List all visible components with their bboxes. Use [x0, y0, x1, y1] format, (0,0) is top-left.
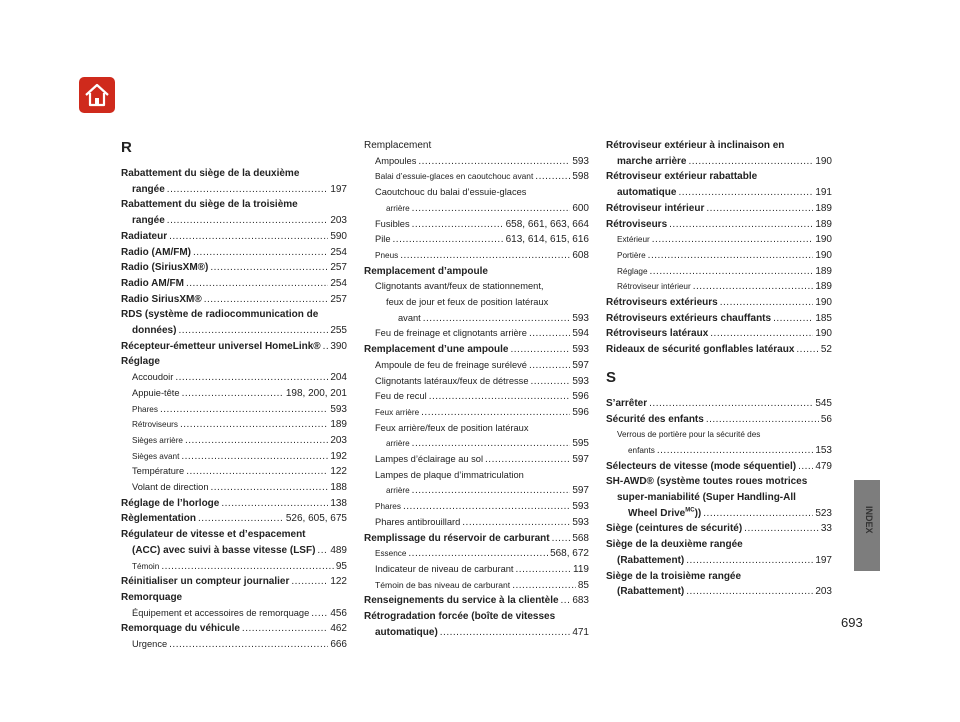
sub-entry[interactable] [364, 546, 589, 562]
index-entry[interactable] [606, 185, 832, 201]
page-ref[interactable]: 568 [572, 532, 589, 544]
entry-text: Phares antibrouillard [375, 516, 461, 527]
entry-text: Feu de freinage et clignotants arrière [375, 328, 527, 339]
page-ref[interactable]: 593 [572, 516, 589, 528]
entry-text: (Rabattement) [617, 586, 685, 598]
entry-text: Balai d’essuie-glaces en caoutchouc avant [375, 171, 534, 182]
entry-text: Radio (AM/FM) [121, 246, 191, 258]
sub-entry[interactable] [364, 311, 589, 327]
sub-entry[interactable] [121, 464, 347, 480]
entry-text: Siège (ceintures de sécurité) [606, 523, 743, 535]
sub-entry[interactable] [364, 483, 589, 499]
page-ref[interactable]: 189 [815, 281, 832, 293]
entry-line: Régulateur de vitesse et d’espacement [121, 529, 306, 541]
entry-text: Rétroviseurs [606, 218, 668, 230]
page-ref[interactable]: 203 [815, 586, 832, 598]
page-ref[interactable]: 192 [330, 450, 347, 462]
page-ref[interactable]: 198, 200, 201 [285, 387, 347, 399]
entry-text: Récepteur-émetteur universel HomeLink® [121, 340, 321, 352]
page-ref[interactable]: 590 [330, 230, 347, 242]
page-ref[interactable]: 255 [330, 325, 347, 337]
sub-entry[interactable] [364, 326, 589, 342]
page-ref[interactable]: 191 [815, 187, 832, 199]
entry-text: Fusibles [375, 218, 410, 229]
entry-text: Réinitialiser un compteur journalier [121, 576, 290, 588]
sub-entry[interactable] [364, 374, 589, 390]
index-entry[interactable] [121, 276, 347, 292]
sub-entry[interactable] [121, 402, 347, 418]
entry-text: (Rabattement) [617, 554, 685, 566]
page-ref[interactable]: 189 [815, 265, 832, 277]
page-ref[interactable]: 190 [815, 249, 832, 261]
sub-entry[interactable] [364, 232, 589, 248]
sub-entry[interactable] [364, 499, 589, 515]
index-entry[interactable] [121, 229, 347, 245]
entry-line: Clignotants avant/feux de stationnement, [375, 281, 544, 292]
entry-text: Pile [375, 234, 391, 245]
index-entry[interactable] [606, 342, 832, 358]
entry-text: Lampes d’éclairage au sol [375, 454, 484, 465]
page-ref[interactable]: 666 [330, 639, 347, 651]
entry-heading: Remplacement [364, 140, 432, 151]
sub-entry[interactable] [364, 389, 589, 405]
sub-entry[interactable] [364, 248, 589, 264]
sub-entry[interactable] [121, 606, 347, 622]
entry-line: Feux arrière/feux de position latéraux [375, 422, 529, 433]
index-column-3 [606, 138, 832, 600]
entry-line: Rétrogradation forcée (boîte de vitesses [364, 611, 556, 623]
entry-text: Sièges arrière [132, 435, 183, 445]
sub-entry[interactable] [121, 386, 347, 402]
index-entry[interactable] [606, 553, 832, 569]
entry-text: Essence [375, 549, 407, 559]
home-button[interactable] [79, 77, 115, 113]
entry-text: Réglage de l’horloge [121, 497, 220, 509]
entry-text-part: )) [694, 507, 702, 519]
page-ref[interactable]: 190 [815, 234, 832, 246]
home-icon [83, 81, 111, 109]
index-entry[interactable] [364, 531, 589, 547]
entry-text: Extérieur [617, 235, 650, 245]
index-entry[interactable] [121, 621, 347, 637]
page-ref[interactable]: 190 [815, 328, 832, 340]
entry-text: Sécurité des enfants [606, 413, 704, 425]
page-ref[interactable]: 456 [330, 607, 347, 619]
page-ref[interactable]: 56 [820, 413, 832, 425]
entry-text: Témoin [132, 561, 160, 571]
entry-text: Clignotants latéraux/feux de détresse [375, 375, 529, 386]
index-entry[interactable] [606, 584, 832, 600]
sub-entry[interactable] [606, 264, 832, 280]
page-ref[interactable]: 85 [577, 579, 589, 591]
index-entry[interactable] [606, 311, 832, 327]
entry-text: arrière [386, 486, 410, 496]
page-ref[interactable]: 593 [572, 312, 589, 324]
index-entry[interactable] [364, 625, 589, 641]
sub-entry[interactable] [121, 637, 347, 653]
page-ref[interactable]: 593 [572, 501, 589, 513]
page-ref[interactable]: 526, 605, 675 [285, 513, 347, 525]
index-entry[interactable] [606, 201, 832, 217]
entry-text: Rideaux de sécurité gonflables latéraux [606, 344, 795, 356]
page-ref[interactable]: 595 [572, 438, 589, 450]
index-entry[interactable] [121, 182, 347, 198]
page-ref[interactable]: 594 [572, 328, 589, 340]
page-ref[interactable]: 462 [330, 623, 347, 635]
entry-text: Remplacement d’une ampoule [364, 344, 509, 356]
entry-text: Rétroviseur intérieur [617, 282, 691, 292]
page-ref[interactable]: 153 [815, 444, 832, 456]
index-entry[interactable] [121, 323, 347, 339]
page-ref[interactable]: 122 [330, 466, 347, 478]
entry-line: Siège de la troisième rangée [606, 570, 742, 582]
entry-text: S’arrêter [606, 397, 648, 409]
entry-text: Appuie-tête [132, 387, 180, 398]
page-ref[interactable]: 568, 672 [550, 548, 589, 560]
entry-text: Rétroviseurs latéraux [606, 328, 709, 340]
page-ref[interactable]: 489 [330, 544, 347, 556]
sub-entry[interactable] [606, 443, 832, 459]
entry-line: Siège de la deuxième rangée [606, 539, 743, 551]
entry-text: Volant de direction [132, 482, 209, 493]
page-ref[interactable]: 593 [330, 403, 347, 415]
index-entry[interactable] [121, 574, 347, 590]
page-ref[interactable]: 119 [573, 563, 589, 575]
sub-entry[interactable] [121, 559, 347, 575]
page-ref[interactable]: 471 [572, 626, 589, 638]
sub-entry[interactable] [121, 449, 347, 465]
index-entry[interactable] [364, 342, 589, 358]
entry-text: Radio SiriusXM® [121, 293, 202, 305]
entry-text: automatique) [375, 626, 438, 638]
page-ref[interactable]: 597 [572, 359, 589, 371]
entry-text: arrière [386, 439, 410, 449]
entry-line: Rabattement du siège de la deuxième [121, 168, 300, 179]
page-ref[interactable]: 52 [820, 344, 832, 356]
index-entry[interactable] [121, 543, 347, 559]
entry-heading: Remplacement d’ampoule [364, 265, 488, 277]
index-entry[interactable] [121, 292, 347, 308]
entry-text: données) [132, 325, 177, 337]
index-entry[interactable] [364, 593, 589, 609]
sub-entry[interactable] [606, 232, 832, 248]
entry-text: Remplissage du réservoir de carburant [364, 532, 550, 544]
entry-text: Radiateur [121, 230, 168, 242]
page-ref[interactable]: 596 [572, 391, 589, 403]
entry-text: marche arrière [617, 155, 687, 167]
sub-entry[interactable] [364, 562, 589, 578]
sub-entry[interactable] [364, 405, 589, 421]
index-entry[interactable] [606, 154, 832, 170]
page-ref[interactable]: 593 [572, 344, 589, 356]
sub-entry[interactable] [364, 578, 589, 594]
entry-text: rangée [132, 183, 165, 195]
trademark-superscript: MC [685, 507, 695, 514]
index-entry[interactable] [121, 339, 347, 355]
index-entry[interactable] [121, 213, 347, 229]
sub-entry[interactable] [364, 169, 589, 185]
sub-entry[interactable] [121, 480, 347, 496]
page-ref[interactable]: 257 [330, 293, 347, 305]
index-column-1 [121, 138, 347, 653]
entry-line: Lampes de plaque d’immatriculation [375, 469, 524, 480]
entry-line: SH-AWD® (système toutes roues motrices [606, 476, 808, 488]
entry-text: Accoudoir [132, 372, 174, 383]
entry-text: Règlementation [121, 513, 197, 525]
page-ref[interactable]: 203 [330, 215, 347, 227]
page-ref[interactable]: 390 [330, 340, 347, 352]
entry-text: Ampoules [375, 155, 417, 166]
entry-text: Sélecteurs de vitesse (mode séquentiel) [606, 460, 797, 472]
page-ref[interactable]: 598 [572, 171, 589, 183]
page-ref[interactable]: 122 [330, 576, 347, 588]
page-ref[interactable]: 95 [335, 560, 347, 572]
page-ref[interactable]: 188 [330, 482, 347, 494]
page-ref[interactable]: 683 [572, 595, 589, 607]
page-ref[interactable]: 593 [572, 375, 589, 387]
sub-entry[interactable] [364, 217, 589, 233]
index-entry[interactable] [121, 260, 347, 276]
entry-text: Phares [375, 502, 401, 512]
page-ref[interactable]: 596 [572, 406, 589, 418]
index-entry[interactable] [121, 496, 347, 512]
page-ref[interactable]: 190 [815, 155, 832, 167]
entry-text: Radio AM/FM [121, 277, 184, 289]
page-ref[interactable]: 185 [815, 312, 832, 324]
side-tab-label: INDEX [864, 506, 874, 534]
page-ref[interactable]: 254 [330, 277, 347, 289]
page-ref[interactable]: 190 [815, 297, 832, 309]
entry-heading: Remorquage [121, 591, 183, 603]
entry-text: Radio (SiriusXM®) [121, 262, 209, 274]
entry-line: super-maniabilité (Super Handling-All [617, 492, 796, 504]
sub-entry[interactable] [606, 248, 832, 264]
page-ref[interactable]: 597 [572, 454, 589, 466]
entry-text: Remorquage du véhicule [121, 623, 240, 635]
page-ref[interactable]: 600 [572, 202, 589, 214]
entry-heading: Réglage [121, 356, 160, 368]
page-ref[interactable]: 197 [330, 183, 347, 195]
sub-entry[interactable] [121, 433, 347, 449]
page-ref[interactable]: 479 [815, 460, 832, 472]
page-ref[interactable]: 545 [815, 397, 832, 409]
page-ref[interactable]: 597 [572, 485, 589, 497]
page-ref[interactable]: 138 [330, 497, 347, 509]
page-ref[interactable]: 257 [330, 262, 347, 274]
entry-line: Rétroviseur extérieur à inclinaison en [606, 140, 785, 151]
index-column-2 [364, 138, 589, 641]
index-entry[interactable] [606, 506, 832, 522]
entry-line: Caoutchouc du balai d’essuie-glaces [375, 187, 527, 198]
page-ref[interactable]: 203 [330, 434, 347, 446]
page-ref[interactable]: 33 [820, 523, 832, 535]
page-ref[interactable]: 523 [815, 507, 832, 519]
index-entry[interactable] [606, 521, 832, 537]
entry-text: Rétroviseurs extérieurs chauffants [606, 312, 772, 324]
index-entry[interactable] [606, 295, 832, 311]
entry-text: (ACC) avec suivi à basse vitesse (LSF) [132, 544, 316, 556]
sub-entry[interactable] [364, 436, 589, 452]
page-ref[interactable]: 613, 614, 615, 616 [505, 234, 589, 246]
entry-text: enfants [628, 445, 655, 455]
entry-line: Rabattement du siège de la troisième [121, 199, 298, 211]
sub-entry[interactable] [364, 452, 589, 468]
entry-text: Réglage [617, 266, 648, 276]
entry-line: Rétroviseur extérieur rabattable [606, 171, 758, 183]
index-entry[interactable] [606, 412, 832, 428]
sub-entry[interactable] [121, 370, 347, 386]
entry-text: Équipement et accessoires de remorquage [132, 607, 310, 618]
page-ref[interactable]: 254 [330, 246, 347, 258]
entry-text: avant [398, 312, 421, 323]
page-ref[interactable]: 189 [815, 218, 832, 230]
entry-text [628, 506, 701, 522]
entry-text: arrière [386, 203, 410, 213]
sub-entry[interactable] [364, 201, 589, 217]
entry-text: rangée [132, 215, 165, 227]
page-ref[interactable]: 189 [330, 419, 347, 431]
entry-text: automatique [617, 187, 677, 199]
entry-line: RDS (système de radiocommunication de [121, 309, 319, 321]
sub-entry[interactable] [364, 515, 589, 531]
entry-text: Rétroviseurs [132, 420, 178, 430]
page-ref[interactable]: 593 [572, 155, 589, 167]
entry-line: Verrous de portière pour la sécurité des [617, 430, 761, 440]
index-entry[interactable] [121, 245, 347, 261]
entry-text: Urgence [132, 639, 168, 650]
section-letter-s: S [606, 368, 617, 386]
entry-text: Phares [132, 404, 158, 414]
entry-text: Renseignements du service à la clientèle [364, 595, 559, 607]
page-ref[interactable]: 189 [815, 202, 832, 214]
entry-text: Feu de recul [375, 391, 427, 402]
sub-entry[interactable] [121, 417, 347, 433]
sub-entry[interactable] [606, 279, 832, 295]
entry-text-part: Wheel Drive [628, 507, 686, 519]
index-entry[interactable] [606, 217, 832, 233]
entry-text: Ampoule de feu de freinage surélevé [375, 359, 527, 370]
entry-text: Pneus [375, 250, 399, 260]
page-number: 693 [841, 615, 863, 630]
index-entry[interactable] [606, 396, 832, 412]
entry-text: Rétroviseur intérieur [606, 202, 705, 214]
section-letter-r: R [121, 139, 132, 156]
page-ref[interactable]: 658, 661, 663, 664 [505, 218, 589, 230]
entry-text: Sièges avant [132, 451, 180, 461]
entry-text: Feux arrière [375, 407, 420, 417]
entry-text: Indicateur de niveau de carburant [375, 563, 514, 574]
page-ref[interactable]: 197 [815, 554, 832, 566]
page-ref[interactable]: 204 [330, 372, 347, 384]
page-ref[interactable]: 608 [572, 249, 589, 261]
entry-line: feux de jour et feux de position latéraux [386, 297, 549, 308]
index-entry[interactable] [606, 326, 832, 342]
entry-text: Rétroviseurs extérieurs [606, 297, 718, 309]
entry-text: Témoin de bas niveau de carburant [375, 579, 511, 590]
sub-entry[interactable] [364, 154, 589, 170]
sub-entry[interactable] [364, 358, 589, 374]
index-entry[interactable] [121, 511, 347, 527]
entry-text: Portière [617, 250, 646, 260]
entry-text: Température [132, 466, 185, 477]
index-entry[interactable] [606, 459, 832, 475]
